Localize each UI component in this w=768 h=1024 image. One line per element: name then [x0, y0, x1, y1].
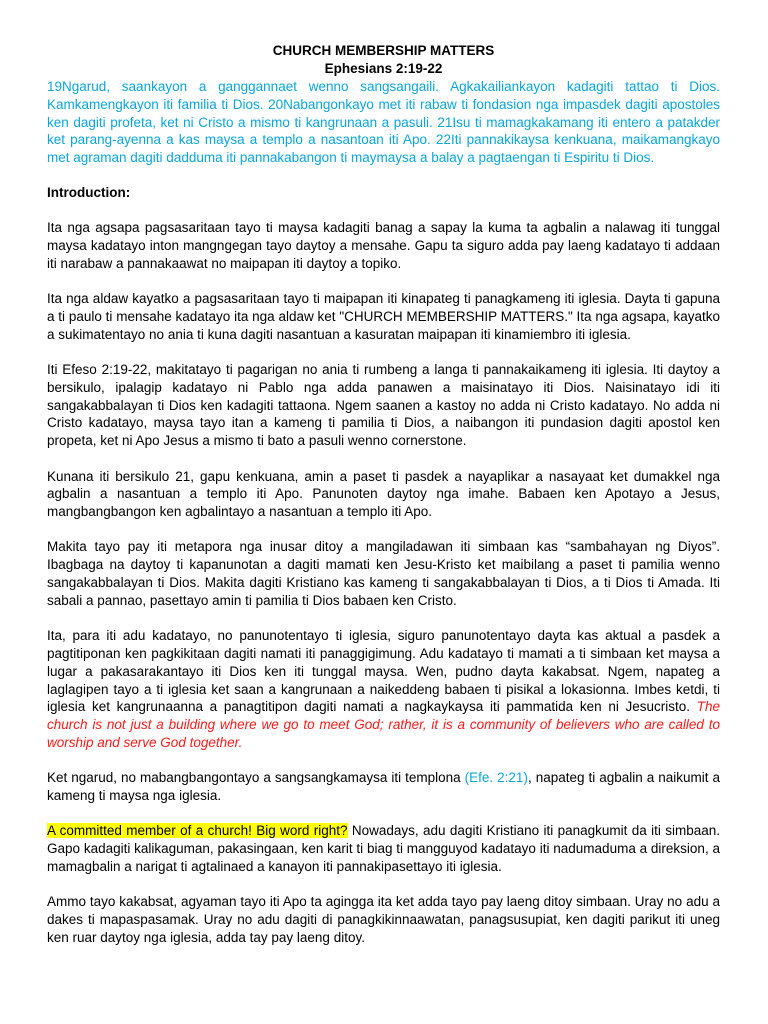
- bible-reference: (Efe. 2:21): [464, 770, 528, 786]
- highlighted-phrase: A committed member of a church! Big word right?: [47, 823, 348, 839]
- document-title: CHURCH MEMBERSHIP MATTERS: [272, 43, 495, 58]
- scripture-reference: Ephesians 2:19-22: [324, 61, 443, 76]
- scripture-passage: 19Ngarud, saankayon a ganggannaet wenno sangsangaili. Agkakailiankayon kadagiti tattao ti Dios. Kamkamengkayon iti familia ti Dios. 20Nabangonkayo met iti rabaw ti fondasion nga impasdek dagiti apostoles ken dagiti profeta, ket ni Cristo a mismo ti kangrunaan a pasuli. 21Isu ti mamagkakamang iti entero a patakder ket parang-ayenna a kas maysa a templo a nasantoan iti Apo. 22Iti pannakikaysa kenkuana, maikamangkayo met agraman dagiti dadduma iti pannakabangon ti maymaysa a balay a pagtaengan ti Espiritu ti Dios.: [47, 79, 720, 166]
- paragraph-7-text-start: Ket ngarud, no mabangbangontayo a sangsangkamaysa iti templona: [47, 770, 465, 786]
- emphasis-statement: The church is not just a building where we go to meet God; rather, it is a community of believers who are called to worship and serve God together.: [47, 699, 720, 750]
- paragraph-6: [47, 627, 720, 752]
- paragraph-8: [47, 822, 720, 875]
- paragraph-4: Kunana iti bersikulo 21, gapu kenkuana, amin a paset ti pasdek a nayaplikar a nasayaat ket dumakkel nga agbalin a nasantuan a templo iti Apo. Panunoten daytoy nga imahe. Babaen ken Apotayo a Jesus, mangbangbangon ken agbalintayo a nasantuan a templo iti Apo.: [47, 468, 720, 520]
- paragraph-8-text: Nowadays, adu dagiti Kristiano iti panagkumit da iti simbaan. Gapo kadagiti kalikaguman, pakasingaan, ken karit ti biag ti mangguyod kadatayo iti nadumaduma a direksion, a mamagbalin a narigat ti agtalinaed a kanayon iti pannakipasettayo iti iglesia.: [47, 823, 720, 874]
- paragraph-7-text-end: , napateg ti agbalin a naikumit a kameng ti maysa nga iglesia.: [47, 770, 720, 803]
- paragraph-7: [47, 769, 720, 805]
- paragraph-3: Iti Efeso 2:19-22, makitatayo ti pagarigan no ania ti rumbeng a langa ti pannakaikameng iti iglesia. Iti daytoy a bersikulo, ipalagip kadatayo ni Pablo nga adda panawen a maisinatayo iti Dios. Naisinatayo idi iti sangakabbalayan ti Dios ken kadagiti tattaona. Ngem saanen a kastoy no adda ni Cristo kadatayo. No adda ni Cristo kadatayo, maysa tayo itan a kameng ti pamilia ti Dios, a naibangon iti pundasion dagiti apostol ken propeta, ket ni Apo Jesus a mismo ti bato a pasuli wenno cornerstone.: [47, 362, 720, 449]
- section-heading-introduction: Introduction:: [47, 184, 131, 200]
- paragraph-5: Makita tayo pay iti metapora nga inusar ditoy a mangiladawan iti simbaan kas “sambahayan ng Diyos”. Ibagbaga na daytoy ti kapanunotan a dagiti mamati ken Jesu-Kristo ket maibilang a paset ti pamilia wenno sangakabbalayan ti Dios. Makita dagiti Kristiano kas kameng ti sangakabbalayan ti Dios, a ti Dios ti Amada. Iti sabali a pannao, pasettayo amin ti pamilia ti Dios babaen ken Cristo.: [47, 539, 720, 608]
- paragraph-1: Ita nga agsapa pagsasaritaan tayo ti maysa kadagiti banag a sapay la kuma ta agbalin a nalawag iti tunggal maysa kadatayo inton mangngegan tayo daytoy a mensahe. Gapu ta siguro adda pay laeng kadatayo ti addaan iti narabaw a pannakaawat no maipapan iti daytoy a topiko.: [47, 220, 720, 271]
- paragraph-2: Ita nga aldaw kayatko a pagsasaritaan tayo ti maipapan iti kinapateg ti panagkameng iti iglesia. Dayta ti gapuna a ti paulo ti mensahe kadatayo ita nga aldaw ket "CHURCH MEMBERSHIP MATTERS." Ita nga agsapa, kayatko a sukimatentayo no ania ti kuna dagiti nasantuan a kasuratan maipapan iti kinamiembro iti iglesia.: [47, 291, 720, 342]
- paragraph-6-text: Ita, para iti adu kadatayo, no panunotentayo ti iglesia, siguro panunotentayo dayta kas aktual a pasdek a pagtitiponan ken pagkikitaan dagiti namati iti panaggigimung. Adu kadatayo ti mamati a ti simbaan ket maysa a lugar a pakasarakantayo iti Dios ken iti tunggal maysa. Wen, pudno dayta kakabsat. Ngem, napateg a laglagipen tayo a ti iglesia ket saan a kangrunaan a naikeddeng babaen ti pisikal a lokasionna. Imbes ketdi, ti iglesia ket kangrunaanna a panagtitipon dagiti namati a nagkaykaysa iti pammatida ken ni Jesucristo.: [47, 628, 720, 715]
- paragraph-9: Ammo tayo kakabsat, agyaman tayo iti Apo ta agingga ita ket adda tayo pay laeng ditoy simbaan. Uray no adu a dakes ti mapaspasamak. Uray no adu dagiti di panagkikinnaawatan, panagsusupiat, ken dagiti parikut iti uneg ken ruar daytoy nga iglesia, adda tay pay laeng ditoy.: [47, 894, 720, 945]
